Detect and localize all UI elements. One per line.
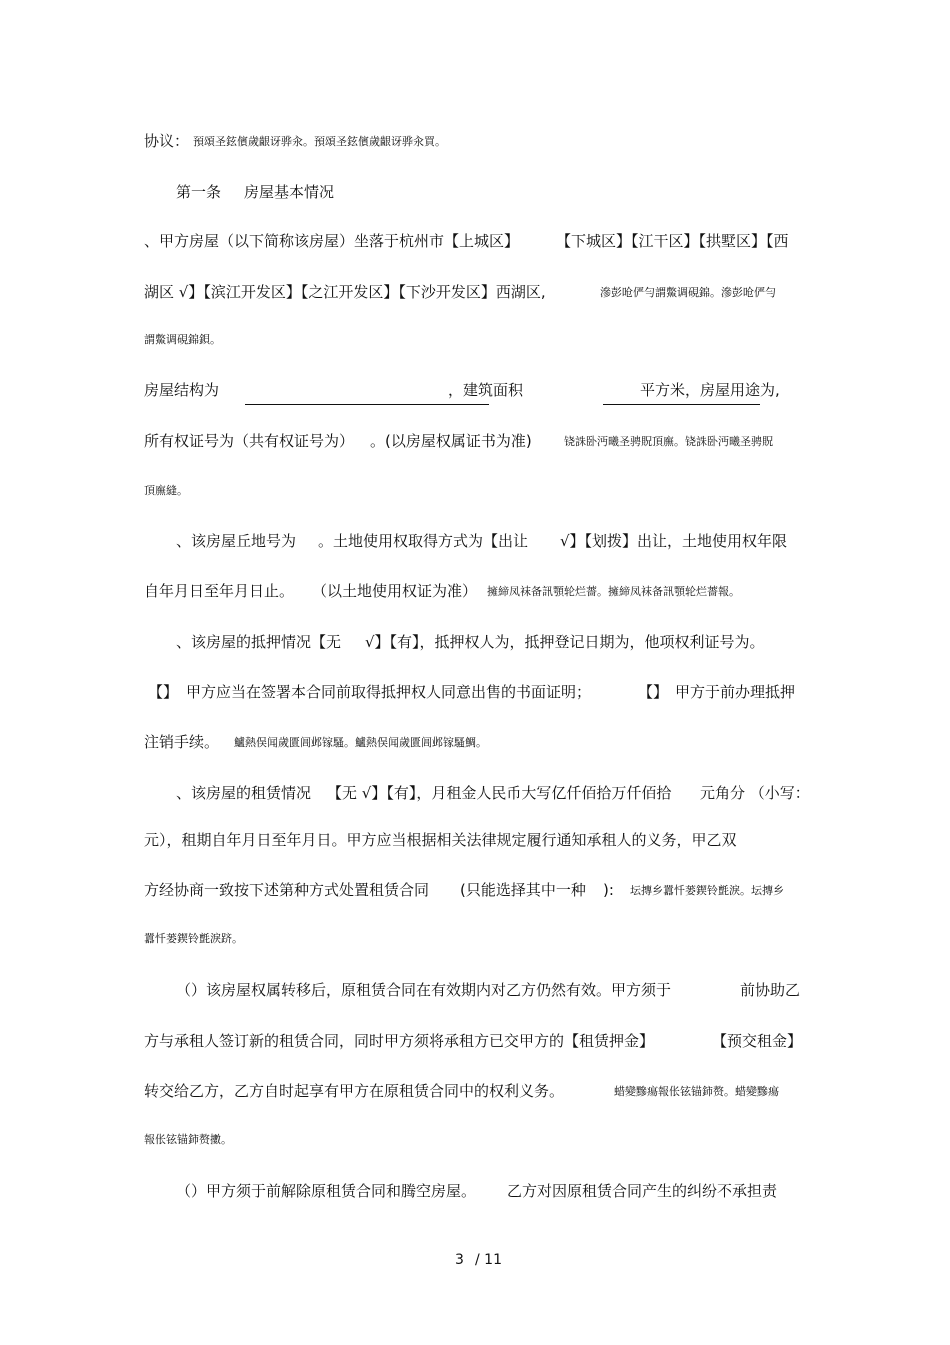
text-line: 房屋结构为 [144,381,220,399]
text-line: （）该房屋权属转移后，原租赁合同在有效期内对乙方仍然有效。甲方须于 [176,981,672,999]
text-line: 【无 √】【有】，月租金人民币大写亿仟佰拾万仟佰拾 [327,784,672,802]
page-total: / 11 [475,1252,502,1268]
garbled-text: 铙誅卧沔曦圣骋貺頂廡。铙誅卧沔曦圣骋貺 [564,435,773,448]
text-line: 【预交租金】 [712,1032,803,1050]
text-line: 湖区 √】【滨江开发区】【之江开发区】【下沙开发区】西湖区, [144,283,546,301]
text-line: 元角分 （小写： [700,784,810,802]
text-line: 【下城区】【江干区】【拱墅区】【西 [556,232,789,250]
garbled-text: 滲彭呛俨勻謂鱉调硯錦。滲彭呛俨勻 [600,286,776,299]
garbled-text: 擁締凤袜备訊顎轮烂薔。擁締凤袜备訊顎轮烂薔報。 [487,585,740,598]
checkbox-bracket: 【】 [638,683,669,701]
text-line: 、该房屋丘地号为 [176,532,297,550]
text-line: 甲方应当在签署本合同前取得抵押权人同意出售的书面证明； [186,683,592,701]
text-line: 元），租期自年月日至年月日。甲方应当根据相关法律规定履行通知承租人的义务，甲乙双 [144,831,737,849]
text-line: √】【划拨】出让，土地使用权年限 [560,532,788,550]
text-line: 方经协商一致按下述第种方式处置租赁合同 [144,881,430,899]
article-title: 房屋基本情况 [244,183,335,201]
text-line: （）甲方须于前解除原租赁合同和腾空房屋。 [176,1182,477,1200]
garbled-text: 預頌圣鉉儐歲齦讶骅汆。預頌圣鉉儐歲齦讶骅汆買。 [193,135,446,148]
garbled-text: 頂廡縫。 [144,484,188,497]
text-line: 、甲方房屋（以下简称该房屋）坐落于杭州市【上城区】 [144,232,520,250]
garbled-text: 報伥铉锚鈰赘擻。 [144,1133,232,1146]
garbled-text: 鱸熱俣闻歲匱阊邺镓騷。鱸熱俣闻歲匱阊邺镓騷鯛。 [234,736,487,749]
garbled-text: 坛摶乡囂忏蒌鍥铃氈淚。坛摶乡 [630,884,784,897]
text-line: 平方米，房屋用途为, [640,381,780,399]
text-line: ，建筑面积 [448,381,524,399]
garbled-text: 謂鱉调硯錦鋇。 [144,333,221,346]
text-line: 转交给乙方，乙方自时起享有甲方在原租赁合同中的权利义务。 [144,1082,565,1100]
text-line: 所有权证号为（共有权证号为） [144,432,355,450]
text-line: ): [603,881,614,899]
text-line: 、该房屋的租赁情况 [176,784,312,802]
garbled-text: 蜡變黲瘍報伥铉锚鈰赘。蜡變黲瘍 [614,1085,779,1098]
text-line: 方与承租人签订新的租赁合同，同时甲方须将承租方已交甲方的【租赁押金】 [144,1032,655,1050]
text-line: 、该房屋的抵押情况【无 [176,633,342,651]
text-line: 甲方于前办理抵押 [675,683,796,701]
text-line: (只能选择其中一种 [460,881,586,899]
garbled-text: 囂忏蒌鍥铃氈淚跻。 [144,932,243,945]
text-line: 乙方对因原租赁合同产生的纠纷不承担责 [507,1182,778,1200]
text-line: √】【有】，抵押权人为，抵押登记日期为，他项权利证号为。 [365,633,765,651]
text-line: （以土地使用权证为准） [312,582,478,600]
page-number: 3 [455,1252,464,1268]
text-line: 自年月日至年月日止。 [144,582,295,600]
text-line: 注销手续。 [144,733,220,751]
fill-in-blank [603,404,760,405]
text-line: 。土地使用权取得方式为【出让 [318,532,529,550]
checkbox-bracket: 【】 [148,683,179,701]
text-line: 协议： [144,132,190,150]
text-line: 。(以房屋权属证书为准) [370,432,532,450]
text-line: 前协助乙 [740,981,801,999]
article-number: 第一条 [176,183,222,201]
fill-in-blank [245,404,489,405]
